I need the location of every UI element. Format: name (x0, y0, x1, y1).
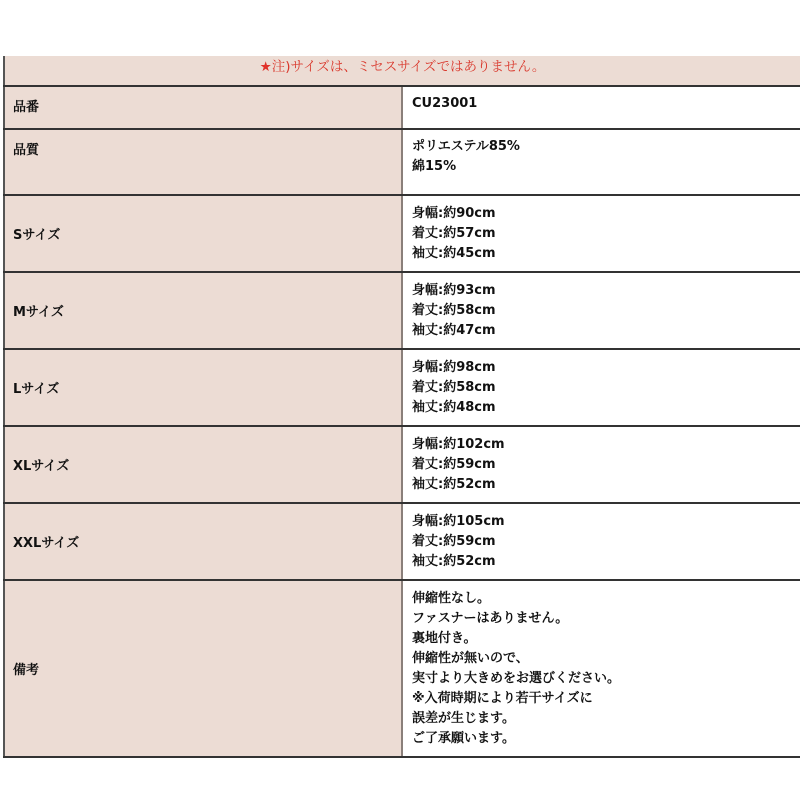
note-line: 裏地付き。 (412, 630, 477, 646)
value-size-l (402, 349, 800, 426)
value-size-xl (402, 426, 800, 503)
measurement-length: 着丈:約58cm (412, 302, 496, 318)
size-notice (4, 56, 800, 86)
value-product-code (402, 86, 800, 129)
note-line: 伸縮性が無いので、 (412, 650, 529, 666)
label-size-l: Lサイズ (4, 349, 402, 426)
measurement-sleeve: 袖丈:約52cm (412, 553, 496, 569)
measurement-sleeve: 袖丈:約45cm (412, 245, 496, 261)
measurement-length: 着丈:約57cm (412, 225, 496, 241)
measurement-width: 身幅:約102cm (412, 436, 505, 452)
note-line: 伸縮性なし。 (412, 590, 491, 606)
table-row-notes (4, 580, 800, 757)
note-line: 実寸より大きめをお選びください。 (412, 670, 621, 686)
table-row-size-l (4, 349, 800, 426)
measurement-length: 着丈:約58cm (412, 379, 496, 395)
measurement-width: 身幅:約105cm (412, 513, 505, 529)
measurement-width: 身幅:約90cm (412, 205, 496, 221)
measurement-width: 身幅:約93cm (412, 282, 496, 298)
table-row-material (4, 129, 800, 195)
label-size-s: Sサイズ (4, 195, 402, 272)
table-row-size-m (4, 272, 800, 349)
notice-row (4, 56, 800, 86)
label-size-m: Mサイズ (4, 272, 402, 349)
note-line: ご了承願います。 (412, 730, 515, 746)
measurement-sleeve: 袖丈:約47cm (412, 322, 496, 338)
material-line: 綿15% (412, 159, 457, 174)
table-row-size-xxl (4, 503, 800, 580)
table-row-size-s (4, 195, 800, 272)
label-product-code: 品番 (4, 86, 402, 129)
table-row-size-xl (4, 426, 800, 503)
notice-text: 注)サイズは、ミセスサイズではありません。 (271, 59, 546, 75)
measurement-width: 身幅:約98cm (412, 359, 496, 375)
value-size-s (402, 195, 800, 272)
value-size-xxl (402, 503, 800, 580)
star-icon: ★ (259, 59, 272, 75)
value-material (402, 129, 800, 195)
note-line: 誤差が生じます。 (412, 710, 515, 726)
note-line: ファスナーはありません。 (412, 610, 569, 626)
label-material: 品質 (4, 129, 402, 195)
product-code: CU23001 (412, 96, 478, 111)
material-line: ポリエステル85% (412, 139, 520, 154)
measurement-length: 着丈:約59cm (412, 533, 496, 549)
measurement-length: 着丈:約59cm (412, 456, 496, 472)
value-notes (402, 580, 800, 757)
value-size-m (402, 272, 800, 349)
label-size-xxl: XXLサイズ (4, 503, 402, 580)
measurement-sleeve: 袖丈:約48cm (412, 399, 496, 415)
label-notes: 備考 (4, 580, 402, 757)
table-row-product-code (4, 86, 800, 129)
note-line: ※入荷時期により若干サイズに (412, 690, 593, 706)
label-size-xl: XLサイズ (4, 426, 402, 503)
product-spec-table (3, 56, 800, 758)
measurement-sleeve: 袖丈:約52cm (412, 476, 496, 492)
